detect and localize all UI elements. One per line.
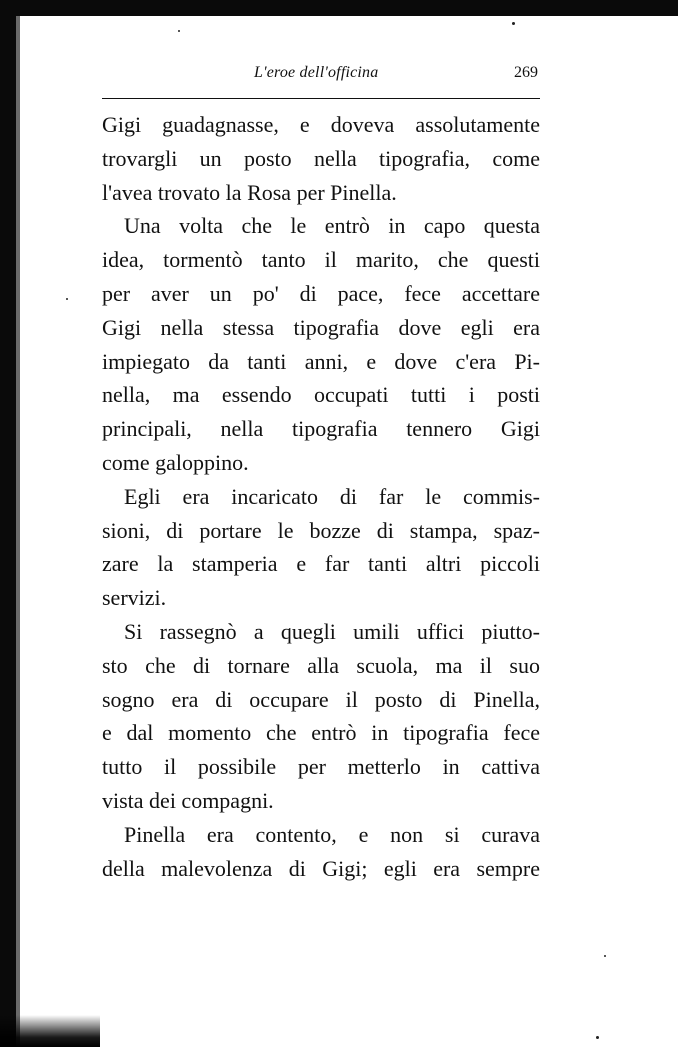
running-header [102, 62, 540, 99]
text-line: idea, tormentò tanto il marito, che questi [102, 247, 540, 273]
body-text [102, 108, 540, 885]
scan-speck [596, 1036, 599, 1039]
text-line: trovargli un posto nella tipografia, come [102, 145, 540, 171]
text-line: Si rassegnò a quegli umili uffici piutto- [124, 618, 540, 644]
paragraph [102, 480, 540, 615]
text-line: nella, ma essendo occupati tutti i posti [102, 382, 540, 408]
scan-speck [66, 298, 68, 300]
text-line: Pinella era contento, e non si curava [124, 821, 540, 847]
text-line: e dal momento che entrò in tipografia fece [102, 720, 540, 746]
text-line: vista dei compagni. [102, 787, 274, 813]
text-line: per aver un po' di pace, fece accettare [102, 280, 540, 306]
text-line: Gigi guadagnasse, e doveva assolutamente [102, 112, 540, 137]
paragraph [102, 818, 540, 886]
text-line: impiegato da tanti anni, e dove c'era Pi- [102, 348, 540, 374]
text-line: servizi. [102, 585, 167, 611]
text-line: come galoppino. [102, 449, 249, 475]
paragraph [102, 615, 540, 818]
scan-speck [604, 955, 606, 957]
text-line: sogno era di occupare il posto di Pinella, [102, 686, 540, 712]
text-line: della malevolenza di Gigi; egli era sempre [102, 855, 540, 881]
text-line: sto che di tornare alla scuola, ma il suo [102, 652, 540, 678]
scan-bottom-smudge [0, 1015, 100, 1047]
scan-left-shadow [16, 16, 20, 1047]
text-line: zare la stamperia e far tanti altri piccoli [102, 551, 540, 577]
text-line: sioni, di portare le bozze di stampa, spaz- [102, 517, 540, 543]
page-number: 269 [514, 64, 538, 81]
paragraph [102, 108, 540, 209]
text-line: tutto il possibile per metterlo in cattiva [102, 754, 540, 780]
text-line: Egli era incaricato di far le commis- [124, 483, 540, 509]
scan-top-border [0, 0, 678, 16]
text-line: Una volta che le entrò in capo questa [124, 213, 540, 239]
scan-left-border [0, 0, 16, 1047]
running-title: L'eroe dell'officina [254, 64, 379, 81]
scan-speck [512, 22, 515, 25]
text-line: Gigi nella stessa tipografia dove egli era [102, 314, 540, 340]
text-line: l'avea trovato la Rosa per Pinella. [102, 179, 397, 205]
text-line: principali, nella tipografia tennero Gigi [102, 416, 540, 442]
paragraph [102, 209, 540, 479]
scan-speck [178, 30, 180, 32]
